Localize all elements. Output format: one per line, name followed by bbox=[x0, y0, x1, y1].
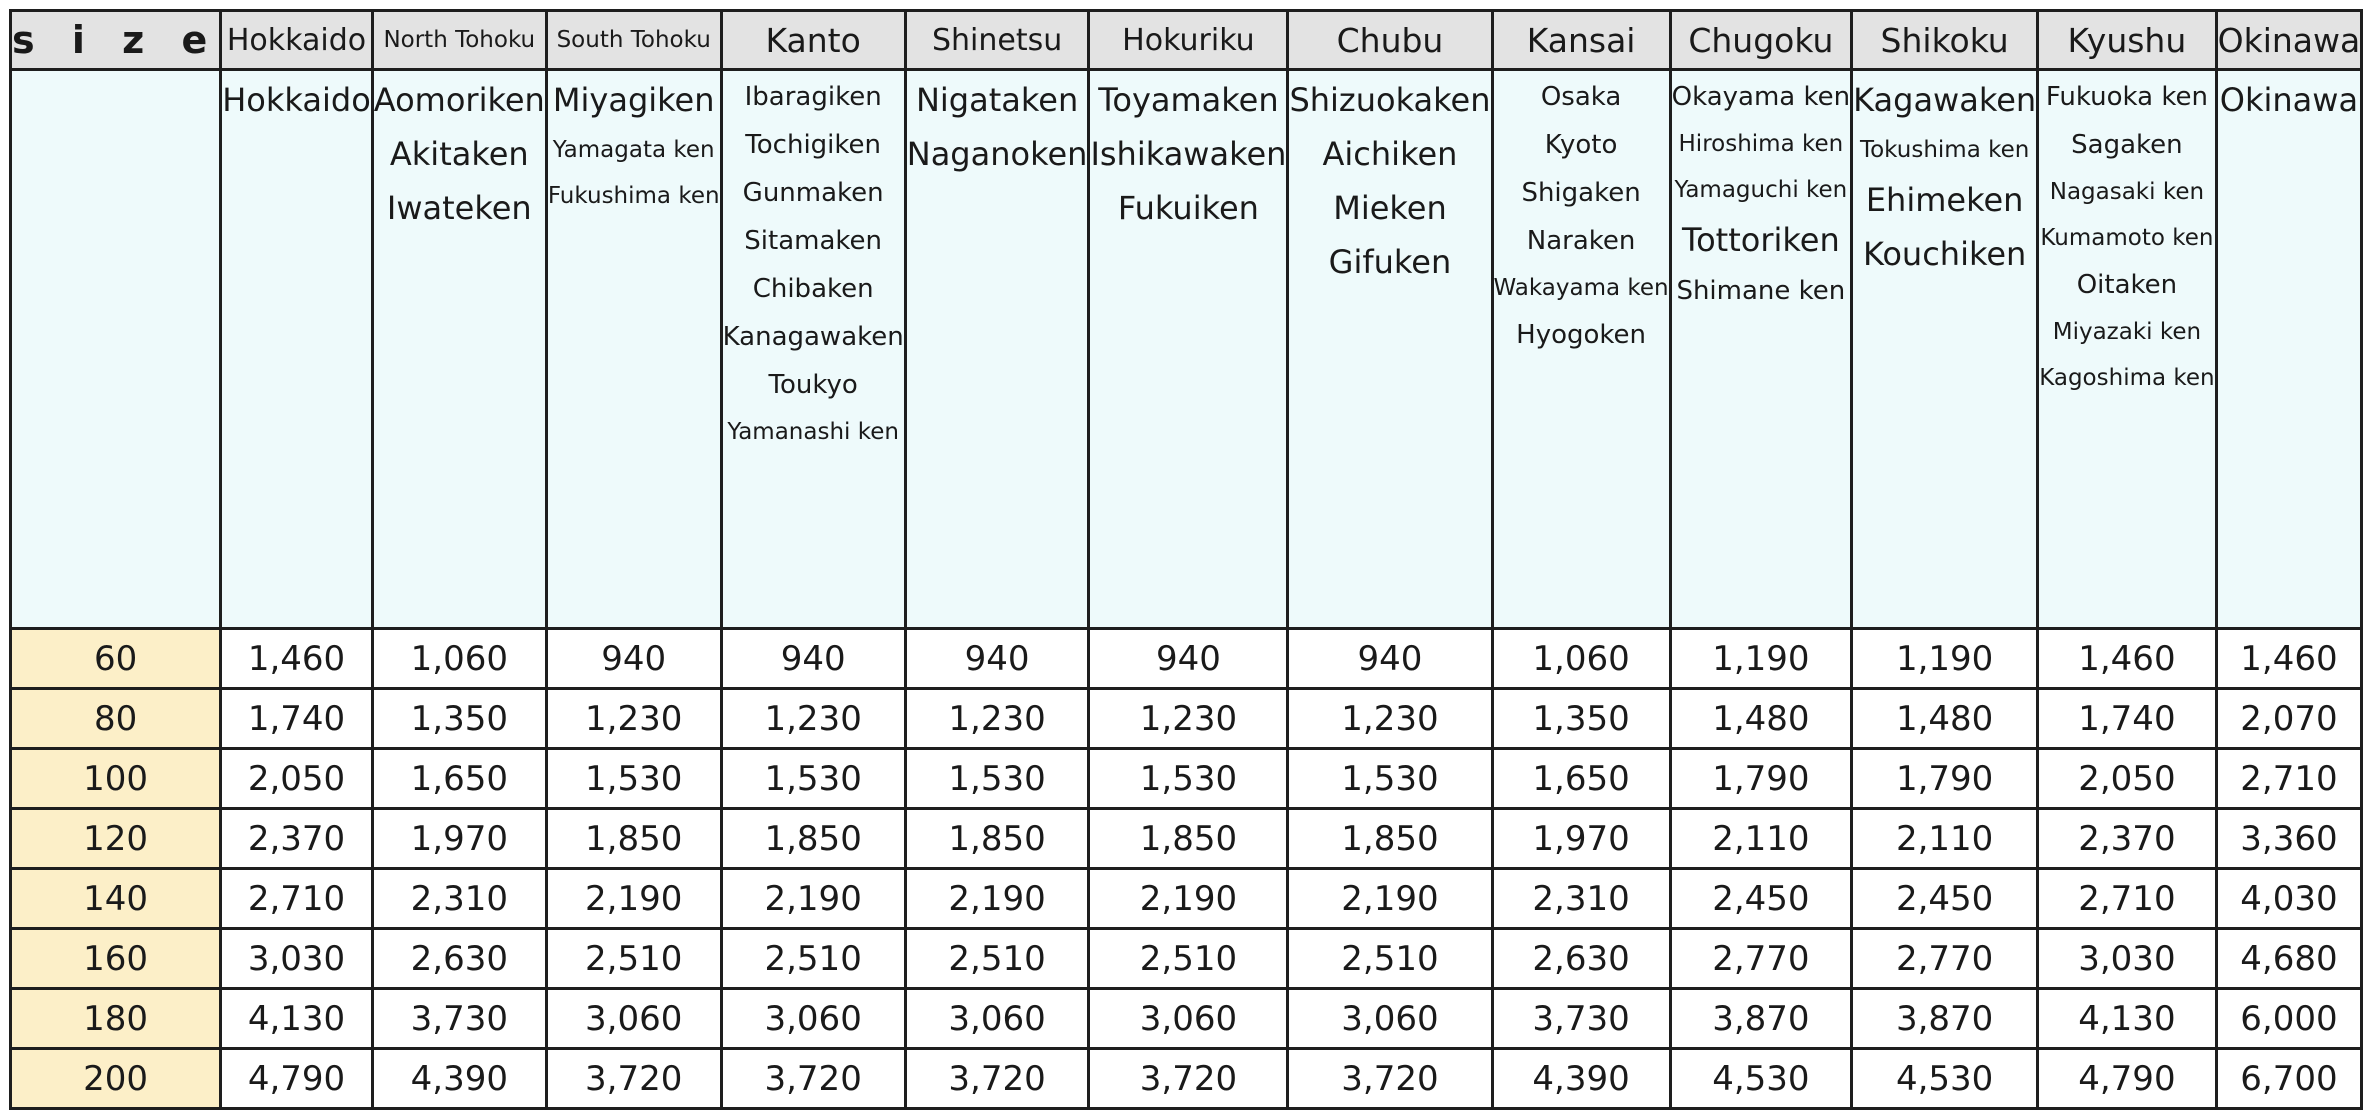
region-header-row bbox=[11, 11, 2362, 70]
price-cell: 2,450 bbox=[1670, 869, 1851, 929]
price-cell: 1,530 bbox=[905, 749, 1089, 809]
prefecture-name: Akitaken bbox=[389, 135, 529, 173]
prefecture-row bbox=[11, 70, 2362, 629]
price-cell: 1,190 bbox=[1852, 629, 2038, 689]
price-cell: 2,310 bbox=[372, 869, 546, 929]
prefecture-name: Hokkaido bbox=[222, 81, 371, 119]
price-cell: 4,790 bbox=[2038, 1049, 2216, 1109]
price-cell: 2,110 bbox=[1670, 809, 1851, 869]
price-cell: 1,530 bbox=[721, 749, 905, 809]
price-cell: 1,460 bbox=[2216, 629, 2362, 689]
prefecture-name: Shimane ken bbox=[1676, 276, 1846, 306]
price-cell: 3,060 bbox=[721, 989, 905, 1049]
price-cell: 4,790 bbox=[221, 1049, 373, 1109]
price-cell: 1,650 bbox=[1492, 749, 1670, 809]
price-cell: 2,050 bbox=[2038, 749, 2216, 809]
price-cell: 940 bbox=[1288, 629, 1492, 689]
prefecture-name: Chibaken bbox=[752, 274, 874, 304]
prefecture-name: Yamagata ken bbox=[552, 137, 715, 163]
price-cell: 4,680 bbox=[2216, 929, 2362, 989]
price-cell: 1,480 bbox=[1670, 689, 1851, 749]
price-cell: 3,060 bbox=[1288, 989, 1492, 1049]
size-cell: 160 bbox=[11, 929, 221, 989]
region-header-south-tohoku: South Tohoku bbox=[546, 11, 721, 70]
price-cell: 1,230 bbox=[1089, 689, 1288, 749]
size-cell: 100 bbox=[11, 749, 221, 809]
price-cell: 1,230 bbox=[721, 689, 905, 749]
price-cell: 2,370 bbox=[221, 809, 373, 869]
price-cell: 1,460 bbox=[221, 629, 373, 689]
price-cell: 4,390 bbox=[1492, 1049, 1670, 1109]
prefecture-name: Toyamaken bbox=[1098, 81, 1279, 119]
price-row-size-120 bbox=[11, 809, 2362, 869]
price-cell: 1,790 bbox=[1852, 749, 2038, 809]
price-cell: 2,510 bbox=[1288, 929, 1492, 989]
price-cell: 2,510 bbox=[905, 929, 1089, 989]
price-cell: 2,510 bbox=[546, 929, 721, 989]
region-header-shikoku: Shikoku bbox=[1852, 11, 2038, 70]
size-column-blank-cell bbox=[11, 70, 221, 629]
region-header-kyushu: Kyushu bbox=[2038, 11, 2216, 70]
prefecture-name: Miyazaki ken bbox=[2052, 319, 2202, 345]
prefecture-name: Kagawaken bbox=[1853, 81, 2037, 119]
price-cell: 1,060 bbox=[1492, 629, 1670, 689]
price-cell: 2,190 bbox=[546, 869, 721, 929]
prefecture-name: Okinawa bbox=[2219, 81, 2359, 119]
prefecture-name: Tokushima ken bbox=[1859, 137, 2030, 163]
prefecture-name: Sagaken bbox=[2071, 130, 2183, 160]
prefecture-list-chugoku bbox=[1670, 70, 1851, 629]
prefecture-list-kansai bbox=[1492, 70, 1670, 629]
price-cell: 2,630 bbox=[1492, 929, 1670, 989]
price-cell: 2,050 bbox=[221, 749, 373, 809]
price-cell: 1,850 bbox=[721, 809, 905, 869]
prefecture-name: Naganoken bbox=[906, 135, 1088, 173]
price-cell: 1,850 bbox=[1089, 809, 1288, 869]
prefecture-list-shikoku bbox=[1852, 70, 2038, 629]
prefecture-name: Shizuokaken bbox=[1289, 81, 1491, 119]
price-cell: 1,460 bbox=[2038, 629, 2216, 689]
shipping-rate-table-container bbox=[9, 9, 2363, 1110]
price-cell: 3,720 bbox=[1288, 1049, 1492, 1109]
prefecture-name: Aichiken bbox=[1322, 135, 1458, 173]
price-cell: 1,530 bbox=[1089, 749, 1288, 809]
prefecture-name: Ibaragiken bbox=[744, 82, 882, 112]
price-cell: 2,710 bbox=[221, 869, 373, 929]
price-cell: 6,000 bbox=[2216, 989, 2362, 1049]
price-cell: 1,230 bbox=[1288, 689, 1492, 749]
price-row-size-140 bbox=[11, 869, 2362, 929]
region-header-chubu: Chubu bbox=[1288, 11, 1492, 70]
prefecture-list-okinawa bbox=[2216, 70, 2362, 629]
price-cell: 3,720 bbox=[905, 1049, 1089, 1109]
size-cell: 200 bbox=[11, 1049, 221, 1109]
prefecture-name: Gunmaken bbox=[742, 178, 884, 208]
size-cell: 140 bbox=[11, 869, 221, 929]
price-cell: 2,710 bbox=[2216, 749, 2362, 809]
price-cell: 4,390 bbox=[372, 1049, 546, 1109]
prefecture-name: Oitaken bbox=[2076, 270, 2178, 300]
prefecture-name: Ehimeken bbox=[1865, 181, 2024, 219]
price-cell: 2,630 bbox=[372, 929, 546, 989]
prefecture-name: Sitamaken bbox=[744, 226, 883, 256]
price-cell: 3,720 bbox=[721, 1049, 905, 1109]
prefecture-name: Naraken bbox=[1526, 226, 1636, 256]
price-cell: 940 bbox=[721, 629, 905, 689]
prefecture-list-north-tohoku bbox=[372, 70, 546, 629]
price-cell: 940 bbox=[1089, 629, 1288, 689]
prefecture-name: Tochigiken bbox=[745, 130, 881, 160]
price-cell: 2,190 bbox=[1089, 869, 1288, 929]
prefecture-name: Hiroshima ken bbox=[1678, 131, 1844, 157]
prefecture-name: Fukuoka ken bbox=[2045, 82, 2208, 112]
prefecture-name: Gifuken bbox=[1328, 243, 1452, 281]
price-cell: 4,530 bbox=[1852, 1049, 2038, 1109]
price-cell: 4,530 bbox=[1670, 1049, 1851, 1109]
price-cell: 1,850 bbox=[905, 809, 1089, 869]
price-cell: 1,740 bbox=[2038, 689, 2216, 749]
shipping-rate-table bbox=[9, 9, 2363, 1110]
price-cell: 1,230 bbox=[546, 689, 721, 749]
size-cell: 120 bbox=[11, 809, 221, 869]
price-row-size-160 bbox=[11, 929, 2362, 989]
price-cell: 1,190 bbox=[1670, 629, 1851, 689]
region-header-shinetsu: Shinetsu bbox=[905, 11, 1089, 70]
price-cell: 2,190 bbox=[721, 869, 905, 929]
price-row-size-100 bbox=[11, 749, 2362, 809]
region-header-hokkaido: Hokkaido bbox=[221, 11, 373, 70]
price-cell: 2,070 bbox=[2216, 689, 2362, 749]
price-cell: 1,530 bbox=[546, 749, 721, 809]
price-cell: 1,970 bbox=[1492, 809, 1670, 869]
region-header-kanto: Kanto bbox=[721, 11, 905, 70]
price-cell: 1,060 bbox=[372, 629, 546, 689]
price-cell: 940 bbox=[905, 629, 1089, 689]
prefecture-name: Yamaguchi ken bbox=[1674, 177, 1848, 203]
prefecture-name: Mieken bbox=[1333, 189, 1447, 227]
region-header-north-tohoku: North Tohoku bbox=[372, 11, 546, 70]
price-cell: 1,350 bbox=[372, 689, 546, 749]
price-cell: 2,110 bbox=[1852, 809, 2038, 869]
size-column-header: s i z e bbox=[11, 11, 221, 70]
prefecture-name: Kanagawaken bbox=[722, 322, 904, 352]
prefecture-name: Iwateken bbox=[386, 189, 532, 227]
prefecture-name: Nigataken bbox=[915, 81, 1079, 119]
prefecture-list-hokkaido bbox=[221, 70, 373, 629]
region-header-okinawa: Okinawa bbox=[2216, 11, 2362, 70]
price-cell: 3,730 bbox=[1492, 989, 1670, 1049]
prefecture-name: Shigaken bbox=[1521, 178, 1641, 208]
price-cell: 1,850 bbox=[546, 809, 721, 869]
prefecture-name: Ishikawaken bbox=[1090, 135, 1287, 173]
prefecture-list-kanto bbox=[721, 70, 905, 629]
prefecture-name: Osaka bbox=[1540, 82, 1622, 112]
price-cell: 2,510 bbox=[721, 929, 905, 989]
prefecture-name: Kouchiken bbox=[1862, 235, 2027, 273]
price-cell: 1,970 bbox=[372, 809, 546, 869]
size-cell: 180 bbox=[11, 989, 221, 1049]
price-cell: 6,700 bbox=[2216, 1049, 2362, 1109]
price-cell: 3,030 bbox=[2038, 929, 2216, 989]
size-cell: 60 bbox=[11, 629, 221, 689]
price-cell: 3,060 bbox=[1089, 989, 1288, 1049]
price-cell: 3,870 bbox=[1670, 989, 1851, 1049]
price-cell: 2,190 bbox=[1288, 869, 1492, 929]
region-header-hokuriku: Hokuriku bbox=[1089, 11, 1288, 70]
price-cell: 3,730 bbox=[372, 989, 546, 1049]
price-cell: 3,360 bbox=[2216, 809, 2362, 869]
prefecture-list-shinetsu bbox=[905, 70, 1089, 629]
price-cell: 1,650 bbox=[372, 749, 546, 809]
price-cell: 3,720 bbox=[546, 1049, 721, 1109]
price-cell: 4,130 bbox=[221, 989, 373, 1049]
region-header-kansai: Kansai bbox=[1492, 11, 1670, 70]
prefecture-name: Nagasaki ken bbox=[2049, 179, 2205, 205]
size-cell: 80 bbox=[11, 689, 221, 749]
price-cell: 4,130 bbox=[2038, 989, 2216, 1049]
price-cell: 1,850 bbox=[1288, 809, 1492, 869]
price-cell: 1,790 bbox=[1670, 749, 1851, 809]
price-row-size-60 bbox=[11, 629, 2362, 689]
prefecture-name: Okayama ken bbox=[1671, 82, 1851, 112]
price-cell: 2,510 bbox=[1089, 929, 1288, 989]
price-cell: 2,370 bbox=[2038, 809, 2216, 869]
price-cell: 1,480 bbox=[1852, 689, 2038, 749]
prefecture-name: Aomoriken bbox=[373, 81, 545, 119]
price-cell: 2,710 bbox=[2038, 869, 2216, 929]
price-cell: 4,030 bbox=[2216, 869, 2362, 929]
price-row-size-200 bbox=[11, 1049, 2362, 1109]
prefecture-name: Hyogoken bbox=[1516, 320, 1647, 350]
price-cell: 1,350 bbox=[1492, 689, 1670, 749]
prefecture-name: Kumamoto ken bbox=[2040, 225, 2214, 251]
prefecture-list-kyushu bbox=[2038, 70, 2216, 629]
prefecture-name: Kyoto bbox=[1544, 130, 1618, 160]
prefecture-list-south-tohoku bbox=[546, 70, 721, 629]
price-cell: 2,190 bbox=[905, 869, 1089, 929]
prefecture-name: Tottoriken bbox=[1681, 221, 1840, 259]
prefecture-name: Miyagiken bbox=[552, 81, 715, 119]
price-cell: 3,870 bbox=[1852, 989, 2038, 1049]
prefecture-list-chubu bbox=[1288, 70, 1492, 629]
price-cell: 3,060 bbox=[546, 989, 721, 1049]
price-cell: 1,530 bbox=[1288, 749, 1492, 809]
prefecture-name: Kagoshima ken bbox=[2039, 365, 2215, 391]
prefecture-name: Wakayama ken bbox=[1493, 275, 1669, 301]
price-cell: 2,770 bbox=[1670, 929, 1851, 989]
price-cell: 940 bbox=[546, 629, 721, 689]
price-row-size-80 bbox=[11, 689, 2362, 749]
price-cell: 1,740 bbox=[221, 689, 373, 749]
prefecture-name: Toukyo bbox=[768, 370, 858, 400]
price-cell: 3,030 bbox=[221, 929, 373, 989]
price-cell: 2,310 bbox=[1492, 869, 1670, 929]
prefecture-name: Fukushima ken bbox=[547, 183, 720, 209]
price-cell: 1,230 bbox=[905, 689, 1089, 749]
prefecture-name: Fukuiken bbox=[1117, 189, 1259, 227]
price-cell: 2,450 bbox=[1852, 869, 2038, 929]
prefecture-name: Yamanashi ken bbox=[727, 419, 899, 445]
price-cell: 3,060 bbox=[905, 989, 1089, 1049]
price-cell: 2,770 bbox=[1852, 929, 2038, 989]
prefecture-list-hokuriku bbox=[1089, 70, 1288, 629]
region-header-chugoku: Chugoku bbox=[1670, 11, 1851, 70]
price-row-size-180 bbox=[11, 989, 2362, 1049]
price-cell: 3,720 bbox=[1089, 1049, 1288, 1109]
